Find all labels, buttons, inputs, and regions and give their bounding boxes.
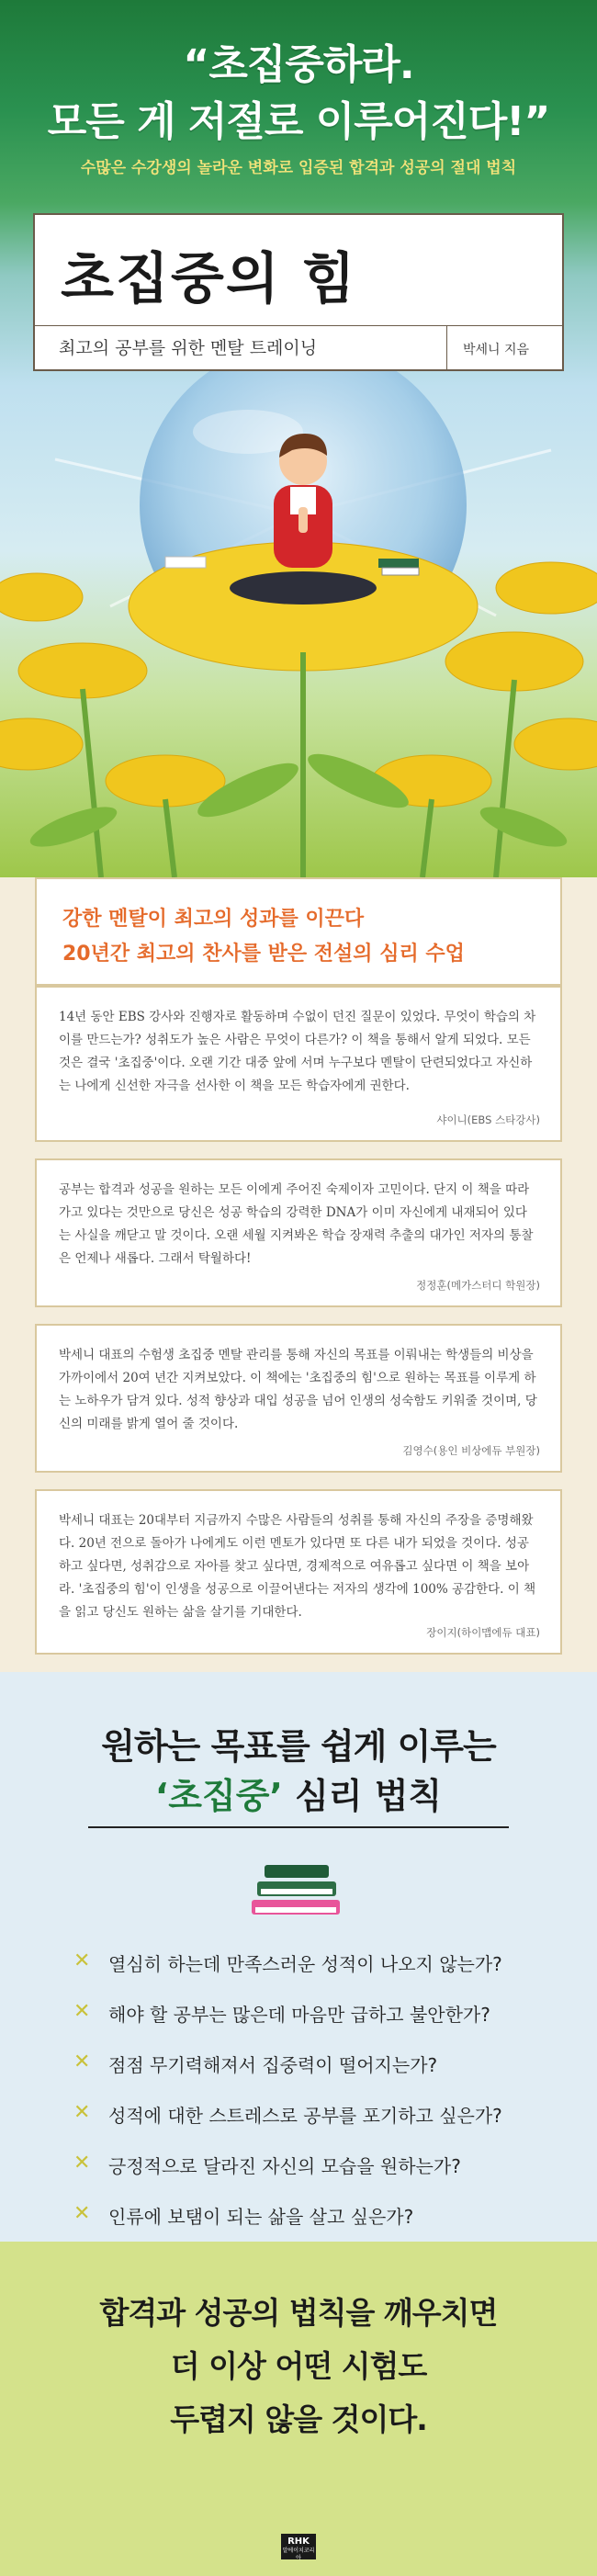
stack-of-books-icon [378,559,419,575]
title-divider [35,325,562,326]
checklist [73,1948,551,2251]
review-text: 박세니 대표의 수험생 초집중 멘탈 관리를 통해 자신의 목표를 이뤄내는 학생들의 비상을 가까이에서 20여 년간 지켜보았다. 이 책에는 '초집중의 힘'으로 원하는 목표를 이루게 하는 노하우가 담겨 있다. 성적 향상과 대입 성공을 넘어 인생의 성숙함도 키워줄 것이며, 당신의 미래를 밝게 열어 줄 것이다. [59,1348,537,1431]
checklist-item-text: 긍정적으로 달라진 자신의 모습을 원하는가? [108,2155,461,2177]
cover-section [0,0,597,877]
headline-line1: “초집중하라. [183,41,414,88]
reviews-heading-line1: 강한 멘탈이 최고의 성과를 이끈다 [62,908,365,931]
book-subtitle: 최고의 공부를 위한 멘탈 트레이닝 [59,338,318,358]
law-title-line1: 원하는 목표를 쉽게 이루는 [101,1726,496,1767]
meditation-illustration [0,349,597,877]
book-author: 박세니 지음 [463,343,530,357]
review-author: 샤이니(EBS 스타강사) [436,1113,540,1126]
book-stack-icon [246,1852,347,1935]
x-mark-icon: ✕ [73,2101,91,2124]
closing-line1: 합격과 성공의 법칙을 깨우치면 [99,2295,498,2331]
checklist-item-text: 성적에 대한 스트레스로 공부를 포기하고 싶은가? [108,2105,502,2127]
publisher-logo [281,2534,316,2559]
checklist-item [73,2150,551,2200]
law-title-line2 [0,1768,597,1818]
review-text: 14년 동안 EBS 강사와 진행자로 활동하며 수없이 던진 질문이 있었다. 무엇이 학습의 차이를 만드는가? 성취도가 높은 사람은 무엇이 다른가? 이 책을 통해서 알게 되었다. 모든 것은 결국 '초집중'이다. 오랜 기간 대중 앞에 서며 누구보다 멘탈이 단련되었다고 자신하는 나에게 신선한 자극을 선사한 이 책을 모든 학습자에게 권한다. [59,1010,536,1093]
checklist-item [73,1998,551,2049]
review-card [35,1324,562,1473]
x-mark-icon: ✕ [73,2051,91,2073]
open-book-icon [165,557,206,568]
reviews-section [0,877,597,1672]
x-mark-icon: ✕ [73,2202,91,2225]
review-card [35,1158,562,1307]
checklist-item-text: 해야 할 공부는 많은데 마음만 급하고 불안한가? [108,2004,490,2026]
x-mark-icon: ✕ [73,2000,91,2023]
law-divider [88,1826,509,1828]
checklist-item [73,2099,551,2150]
headline-line2: 모든 게 저절로 이루어진다!” [47,98,550,145]
title-box [33,213,564,371]
checklist-item-text: 열심히 하는데 만족스러운 성적이 나오지 않는가? [108,1953,502,1975]
checklist-item [73,2049,551,2099]
publisher-logo-text: RHK [287,2536,310,2547]
law-title-rest: 심리 법칙 [282,1776,443,1816]
review-card [35,986,562,1142]
checklist-item [73,1948,551,1998]
review-card [35,1489,562,1655]
closing-line3: 두렵지 않을 것이다. [170,2401,427,2437]
title-separator [446,325,447,371]
review-text: 박세니 대표는 20대부터 지금까지 수많은 사람들의 성취를 통해 자신의 주장을 증명해왔다. 20년 전으로 돌아가 나에게도 이런 멘토가 있다면 또 다른 내가 되었을 것이다. 성공하고 싶다면, 성취감으로 자아를 찾고 싶다면, 경제적으로 여유롭고 싶다면 이 책을 보아라. '초집중의 힘'이 인생을 성공으로 이끌어낸다는 저자의 생각에 100% 공감한다. 이 책을 읽고 당신도 원하는 삶을 살기를 기대한다. [59,1513,536,1620]
review-author: 정정훈(메가스터디 학원장) [416,1279,540,1292]
publisher-name: 알에이치코리아 [282,2548,315,2561]
review-author: 장이지(하이맵에듀 대표) [426,1626,540,1639]
law-title-highlight: ‘초집중’ [154,1776,283,1816]
cover-subhead: 수많은 수강생의 놀라운 변화로 입증된 합격과 성공의 절대 법칙 [80,159,517,177]
book-title: 초집중의 힘 [61,247,357,311]
checklist-item-text: 점점 무기력해져서 집중력이 떨어지는가? [108,2054,438,2076]
checklist-item-text: 인류에 보탬이 되는 삶을 살고 싶은가? [108,2206,414,2228]
x-mark-icon: ✕ [73,2152,91,2175]
x-mark-icon: ✕ [73,1949,91,1972]
review-text: 공부는 합격과 성공을 원하는 모든 이에게 주어진 숙제이자 고민이다. 단지 이 책을 따라가고 있다는 것만으로 당신은 성공 학습의 강력한 DNA가 이미 자신에게 내재되어 있다는 사실을 깨닫고 말 것이다. 오랜 세월 지켜봐온 학습 장재력 추출의 대가인 저자의 통찰은 언제나 새롭다. 그래서 탁월하다! [59,1182,534,1266]
closing-section [0,2242,597,2576]
law-section [0,1672,597,2242]
leaves-icon [26,744,571,854]
reviews-heading-card [35,877,562,986]
review-author: 김영수(용인 비상에듀 부원장) [402,1444,540,1457]
reviews-heading-line2: 20년간 최고의 찬사를 받은 전설의 심리 수업 [62,943,465,966]
closing-line2: 더 이상 어떤 시험도 [170,2348,427,2384]
